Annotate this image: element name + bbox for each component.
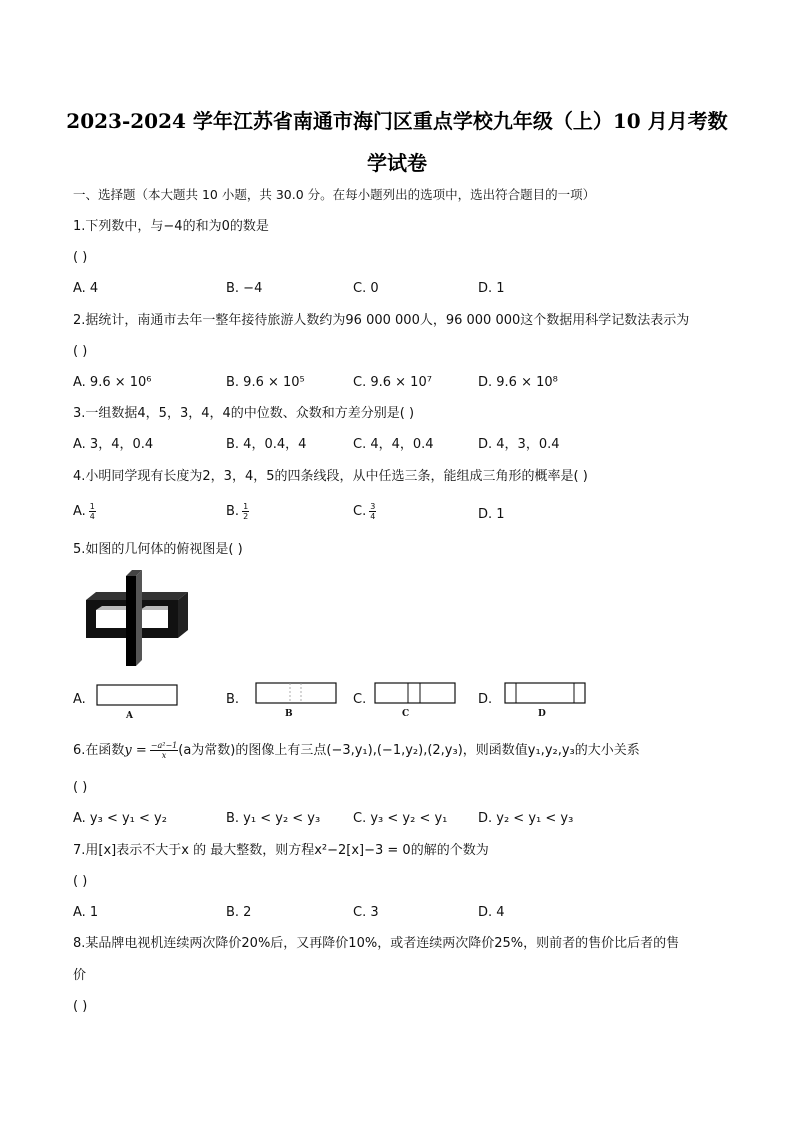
q2-option-d: D. 9.6 × 10⁸ xyxy=(478,375,558,390)
geometric-solid-figure xyxy=(80,568,190,668)
q5-option-d-view xyxy=(504,682,586,704)
q7-option-c: C. 3 xyxy=(353,905,379,920)
fraction-numerator: −a²−1 xyxy=(150,741,178,750)
q4-option-d xyxy=(478,505,505,525)
question-6-stem xyxy=(73,741,640,761)
fraction-denominator: 2 xyxy=(243,512,249,521)
question-8-stem: 8.某品牌电视机连续两次降价20%后，又再降价10%，或者连续两次降价25%，则前者的售价比后者的售 xyxy=(73,936,680,951)
q4-option-d-value: 1 xyxy=(496,507,505,522)
q1-option-d: D. 1 xyxy=(478,281,505,296)
question-1-stem: 1.下列数中，与−4的和为0的数是 xyxy=(73,219,269,234)
q5-option-c: C. xyxy=(353,692,367,707)
q4-option-b-prefix: B. xyxy=(226,504,240,519)
question-8-stem-cont: 价 xyxy=(73,968,87,983)
q1-option-a: A. 4 xyxy=(73,281,99,296)
question-7-paren: ( ) xyxy=(73,874,88,889)
q4-option-a-fraction xyxy=(89,502,96,521)
q1-option-b: B. −4 xyxy=(226,281,263,296)
question-2-stem: 2.据统计，南通市去年一整年接待旅游人数约为96 000 000人，96 000 000这个数据用科学记数法表示为 xyxy=(73,313,690,328)
q2-option-a: A. 9.6 × 10⁶ xyxy=(73,375,152,390)
question-7-stem: 7.用[x]表示不大于x 的 最大整数，则方程x²−2[x]−3 = 0的解的个数为 xyxy=(73,843,489,858)
q3-option-c: C. 4，4，0.4 xyxy=(353,437,434,452)
q6-option-d: D. y₂ < y₁ < y₃ xyxy=(478,811,574,826)
fraction-numerator: 1 xyxy=(89,502,95,511)
q6-stem-suffix: (a为常数)的图像上有三点(−3,y₁),(−1,y₂),(2,y₃)，则函数值y₁,y₂,y₃的大小关系 xyxy=(178,743,640,758)
fraction-denominator: 4 xyxy=(89,512,95,521)
q2-option-b: B. 9.6 × 10⁵ xyxy=(226,375,305,390)
fraction-denominator: x xyxy=(161,751,167,760)
q4-option-c-fraction xyxy=(369,502,376,521)
q4-option-c-prefix: C. xyxy=(353,504,367,519)
q6-option-c: C. y₃ < y₂ < y₁ xyxy=(353,811,448,826)
q3-option-b: B. 4，0.4，4 xyxy=(226,437,307,452)
fraction-numerator: 3 xyxy=(370,502,376,511)
q4-option-a-prefix: A. xyxy=(73,504,86,519)
q6-stem-prefix: 6.在函数 xyxy=(73,743,125,758)
q5-option-a-view xyxy=(96,684,178,706)
q5-option-d-caption: D xyxy=(538,709,546,719)
q5-option-b-view xyxy=(255,682,337,704)
q4-option-b-fraction xyxy=(242,502,249,521)
q6-option-b: B. y₁ < y₂ < y₃ xyxy=(226,811,321,826)
fraction-numerator: 1 xyxy=(243,502,249,511)
exam-title-line2: 学试卷 xyxy=(367,151,427,175)
q6-function-fraction xyxy=(150,741,178,760)
q4-option-c xyxy=(353,502,376,522)
section-heading: 一、选择题（本大题共 10 小题，共 30.0 分。在每小题列出的选项中，选出符合题目的一项） xyxy=(73,187,596,202)
q5-option-b: B. xyxy=(226,692,240,707)
question-8-paren: ( ) xyxy=(73,999,88,1014)
q7-option-b: B. 2 xyxy=(226,905,252,920)
q2-option-c: C. 9.6 × 10⁷ xyxy=(353,375,432,390)
q1-option-c: C. 0 xyxy=(353,281,379,296)
q5-option-c-caption: C xyxy=(402,709,410,719)
q4-option-d-prefix: D. xyxy=(478,507,493,522)
q3-option-d: D. 4，3，0.4 xyxy=(478,437,560,452)
question-3-stem: 3.一组数据4，5，3，4，4的中位数、众数和方差分别是( ) xyxy=(73,406,415,421)
q6-function-y: y = xyxy=(124,743,147,758)
exam-title-line1: 2023-2024 学年江苏省南通市海门区重点学校九年级（上）10 月月考数 xyxy=(66,109,728,133)
q3-option-a: A. 3，4，0.4 xyxy=(73,437,154,452)
q7-option-a: A. 1 xyxy=(73,905,99,920)
question-4-stem: 4.小明同学现有长度为2，3，4，5的四条线段，从中任选三条，能组成三角形的概率是( ) xyxy=(73,469,588,484)
q5-option-b-caption: B xyxy=(285,709,293,719)
question-5-stem: 5.如图的几何体的俯视图是( ) xyxy=(73,542,243,557)
q4-option-b xyxy=(226,502,249,522)
q5-option-c-view xyxy=(374,682,456,704)
q7-option-d: D. 4 xyxy=(478,905,505,920)
question-6-paren: ( ) xyxy=(73,780,88,795)
q5-option-d: D. xyxy=(478,692,493,707)
fraction-denominator: 4 xyxy=(370,512,376,521)
q5-option-a-caption: A xyxy=(126,711,133,721)
q6-option-a: A. y₃ < y₁ < y₂ xyxy=(73,811,167,826)
q5-option-a: A. xyxy=(73,692,86,707)
question-1-paren: ( ) xyxy=(73,250,88,265)
question-2-paren: ( ) xyxy=(73,344,88,359)
q4-option-a xyxy=(73,502,96,522)
